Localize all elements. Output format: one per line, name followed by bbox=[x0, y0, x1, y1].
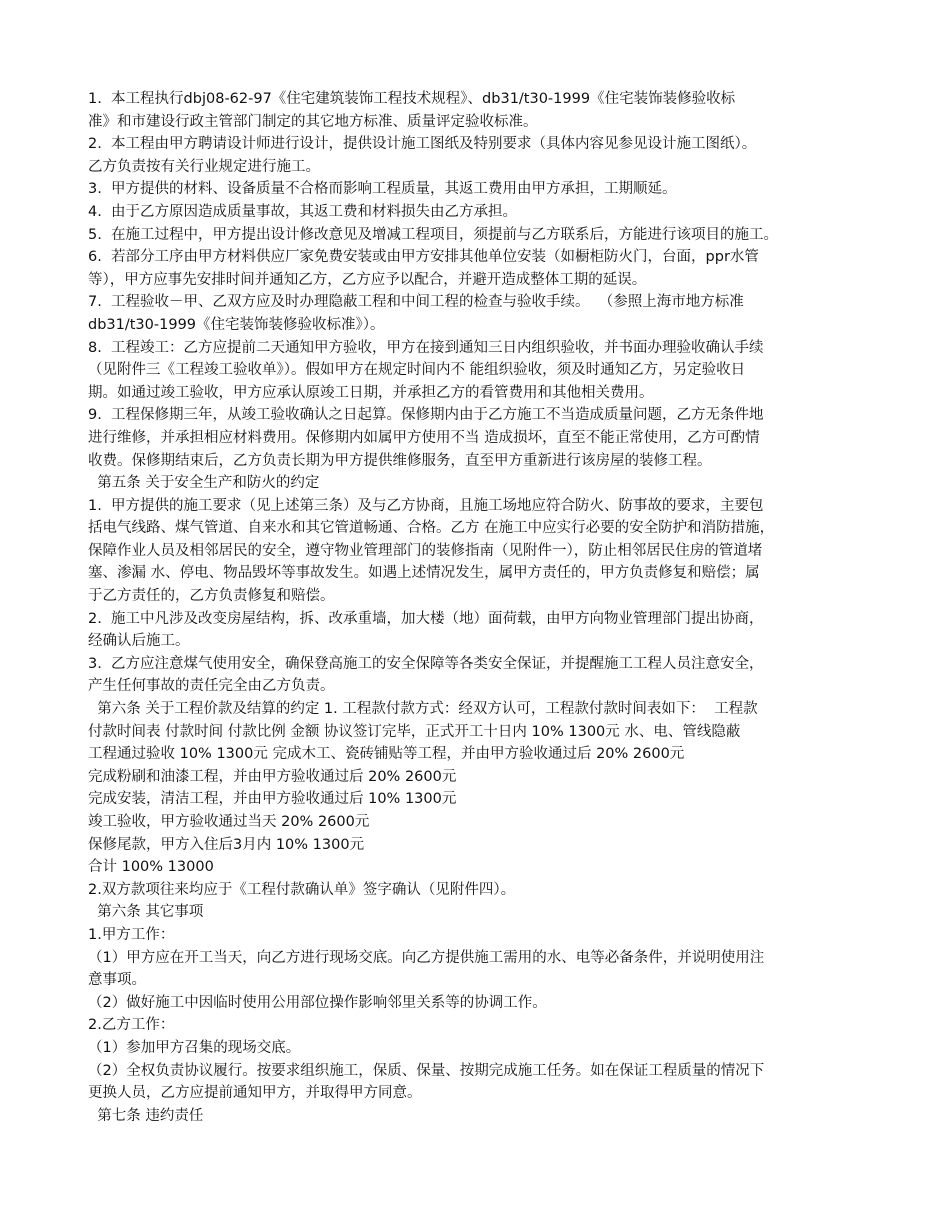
document-line: 工程通过验收 10% 1300元 完成木工、瓷砖铺贴等工程，并由甲方验收通过后 20% 2600元 bbox=[88, 746, 685, 763]
document-line: 等），甲方应事先安排时间并通知乙方，乙方应予以配合，并避开造成整体工期的延误。 bbox=[88, 271, 647, 288]
document-line: 4. 由于乙方原因造成质量事故，其返工费和材料损失由乙方承担。 bbox=[88, 203, 518, 220]
document-line: 合计 100% 13000 bbox=[88, 859, 214, 876]
document-line: 乙方负责按有关行业规定进行施工。 bbox=[88, 158, 320, 175]
document-line: 完成安装，清洁工程，并由甲方验收通过后 10% 1300元 bbox=[88, 791, 457, 808]
document-line: 9. 工程保修期三年，从竣工验收确认之日起算。保修期内由于乙方施工不当造成质量问题，乙方无条件地 bbox=[88, 407, 764, 424]
document-line: db31/t30-1999《住宅装饰装修验收标准》）。 bbox=[88, 316, 385, 333]
document-line: 5. 在施工过程中，甲方提出设计修改意见及增减工程项目，须提前与乙方联系后，方能进行该项目的施工。 bbox=[88, 226, 779, 243]
document-line: 第六条 关于工程价款及结算的约定 1. 工程款付款方式：经双方认可，工程款付款时间表如下： 工程款 bbox=[88, 701, 758, 718]
document-line: 3. 甲方提供的材料、设备质量不合格而影响工程质量，其返工费用由甲方承担，工期顺延。 bbox=[88, 181, 677, 198]
document-line: 更换人员，乙方应提前通知甲方，并取得甲方同意。 bbox=[88, 1085, 422, 1102]
document-line: 于乙方责任的，乙方负责修复和赔偿。 bbox=[88, 588, 335, 605]
document-line: 付款时间表 付款时间 付款比例 金额 协议签订完毕，正式开工十日内 10% 1300元 水、电、管线隐蔽 bbox=[88, 723, 741, 740]
document-line: 8. 工程竣工：乙方应提前二天通知甲方验收，甲方在接到通知三日内组织验收，并书面办理验收确认手续 bbox=[88, 339, 764, 356]
document-line: 第六条 其它事项 bbox=[88, 904, 204, 921]
document-line: 6. 若部分工序由甲方材料供应厂家免费安装或由甲方安排其他单位安装（如橱柜防火门，台面，ppr水管 bbox=[88, 249, 759, 266]
document-line: 2. 本工程由甲方聘请设计师进行设计，提供设计施工图纸及特别要求（具体内容见参见设计施工图纸）。 bbox=[88, 136, 757, 153]
document-body bbox=[88, 88, 878, 1127]
document-line: 1.甲方工作： bbox=[88, 926, 175, 943]
document-line: 3. 乙方应注意煤气使用安全，确保登高施工的安全保障等各类安全保证，并提醒施工工程人员注意安全， bbox=[88, 655, 764, 672]
document-line: 意事项。 bbox=[88, 972, 146, 989]
document-line: 塞、渗漏 水、停电、物品毁坏等事故发生。如遇上述情况发生，属甲方责任的，甲方负责修复和赔偿；属 bbox=[88, 565, 760, 582]
document-line: 经确认后施工。 bbox=[88, 633, 190, 650]
document-line: 1. 甲方提供的施工要求（见上述第三条）及与乙方协商，且施工场地应符合防火、防事故的要求，主要包 bbox=[88, 497, 764, 514]
document-line: 收费。保修期结束后，乙方负责长期为甲方提供维修服务，直至甲方重新进行该房屋的装修工程。 bbox=[88, 452, 712, 469]
document-line: 准》和市建设行政主管部门制定的其它地方标准、质量评定验收标准。 bbox=[88, 113, 538, 130]
document-line: （2）做好施工中因临时使用公用部位操作影响邻里关系等的协调工作。 bbox=[88, 994, 547, 1011]
document-line: 保修尾款，甲方入住后3月内 10% 1300元 bbox=[88, 836, 365, 853]
document-line: 保障作业人员及相邻居民的安全，遵守物业管理部门的装修指南（见附件一），防止相邻居民住房的管道堵 bbox=[88, 542, 763, 559]
document-line: 2.乙方工作： bbox=[88, 1017, 175, 1034]
document-line: 第七条 违约责任 bbox=[88, 1107, 204, 1124]
document-line: 第五条 关于安全生产和防火的约定 bbox=[88, 475, 320, 492]
document-line: 完成粉刷和油漆工程，并由甲方验收通过后 20% 2600元 bbox=[88, 768, 457, 785]
document-line: 2.双方款项往来均应于《工程付款确认单》签字确认（见附件四）。 bbox=[88, 881, 516, 898]
document-line: （2）全权负责协议履行。按要求组织施工，保质、保量、按期完成施工任务。如在保证工程质量的情况下 bbox=[88, 1062, 765, 1079]
document-line: （1）甲方应在开工当天，向乙方进行现场交底。向乙方提供施工需用的水、电等必备条件，并说明使用注 bbox=[88, 949, 765, 966]
document-line: 产生任何事故的责任完全由乙方负责。 bbox=[88, 678, 335, 695]
document-line: 进行维修，并承担相应材料费用。保修期内如属甲方使用不当 造成损坏，直至不能正常使用，乙方可酌情 bbox=[88, 429, 760, 446]
document-line: 7. 工程验收－甲、乙双方应及时办理隐蔽工程和中间工程的检查与验收手续。 （参照上海市地方标准 bbox=[88, 294, 744, 311]
document-line: （见附件三《工程竣工验收单》）。假如甲方在规定时间内不 能组织验收，须及时通知乙方，另定验收日 bbox=[88, 362, 746, 379]
document-line: 期。如通过竣工验收，甲方应承认原竣工日期，并承担乙方的看管费用和其他相关费用。 bbox=[88, 384, 654, 401]
document-line: 1. 本工程执行dbj08-62-97《住宅建筑装饰工程技术规程》、db31/t30-1999《住宅装饰装修验收标 bbox=[88, 91, 736, 107]
document-line: 括电气线路、煤气管道、自来水和其它管道畅通、合格。乙方 在施工中应实行必要的安全防护和消防措施， bbox=[88, 520, 775, 537]
document-line: 竣工验收，甲方验收通过当天 20% 2600元 bbox=[88, 814, 370, 830]
document-line: 2. 施工中凡涉及改变房屋结构，拆、改承重墙，加大楼（地）面荷载，由甲方向物业管理部门提出协商， bbox=[88, 610, 764, 627]
document-line: （1）参加甲方召集的现场交底。 bbox=[88, 1039, 301, 1056]
